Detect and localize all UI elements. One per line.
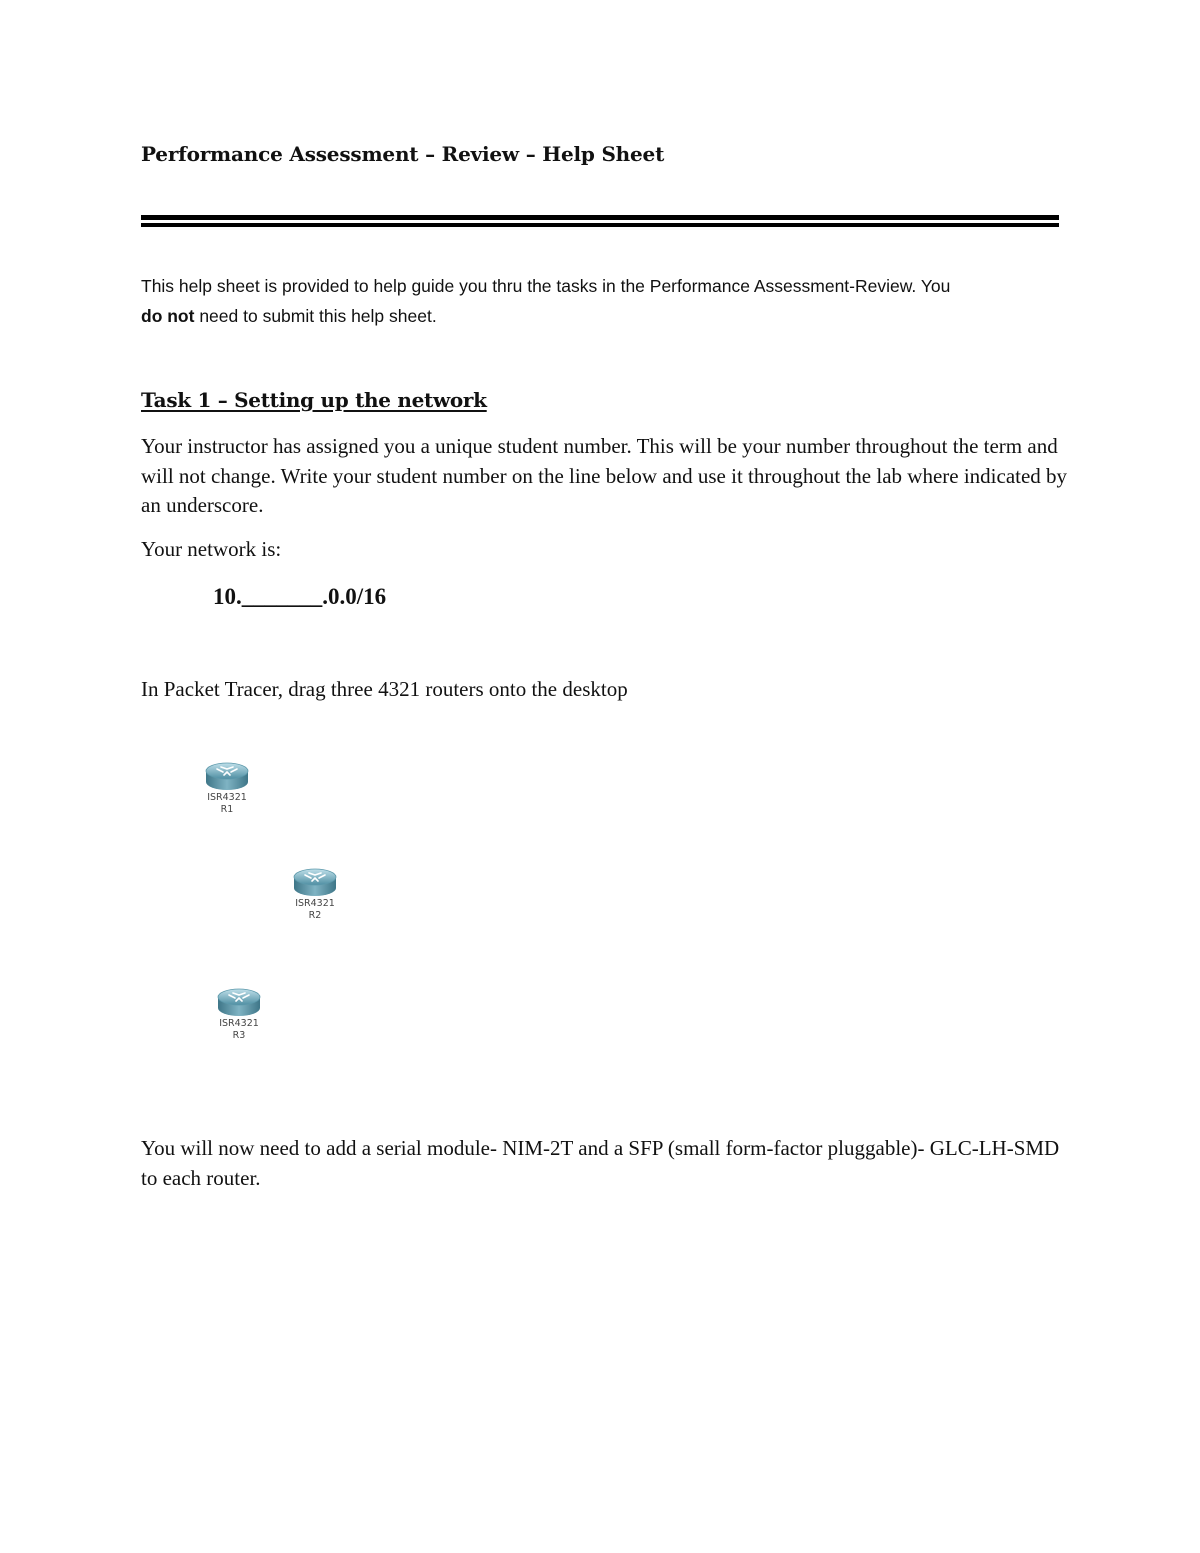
intro-text: This help sheet is provided to help guide you thru the tasks in the Performance Assessment-Review. You <box>141 276 951 296</box>
router-r1 <box>192 760 262 816</box>
title-divider-thick <box>141 215 1059 220</box>
task1-paragraph-instructions: Your instructor has assigned you a unique student number. This will be your number throughout the term and will not change. Write your student number on the line below and use it throughout the lab where indicated by an underscore. <box>141 434 1068 517</box>
title-divider-thin <box>141 223 1059 227</box>
task1-paragraph-network-label: Your network is: <box>141 537 282 561</box>
document-title: Performance Assessment – Review – Help Sheet <box>141 142 665 166</box>
router-r3 <box>204 986 274 1042</box>
router-r1-model: ISR4321 <box>207 792 247 803</box>
task1-paragraph-modules: You will now need to add a serial module- NIM-2T and a SFP (small form-factor pluggable)- GLC-LH-SMD to each router. <box>141 1136 1060 1190</box>
intro-text-rest: need to submit this help sheet. <box>194 306 437 326</box>
task1-paragraph-packet-tracer: In Packet Tracer, drag three 4321 routers onto the desktop <box>141 677 628 701</box>
task1-heading: Task 1 – Setting up the network <box>141 388 487 412</box>
intro-emphasis: do not <box>141 306 195 326</box>
router-icon <box>204 760 250 792</box>
intro-paragraph <box>141 271 1071 331</box>
router-r2 <box>280 866 350 922</box>
router-r2-name: R2 <box>308 910 322 921</box>
router-icon <box>292 866 338 898</box>
router-icon <box>216 986 262 1018</box>
router-r2-model: ISR4321 <box>295 898 335 909</box>
router-r3-model: ISR4321 <box>219 1018 259 1029</box>
network-address: 10._______.0.0/16 <box>213 584 387 609</box>
router-r3-name: R3 <box>232 1030 246 1041</box>
router-r1-name: R1 <box>220 804 234 815</box>
